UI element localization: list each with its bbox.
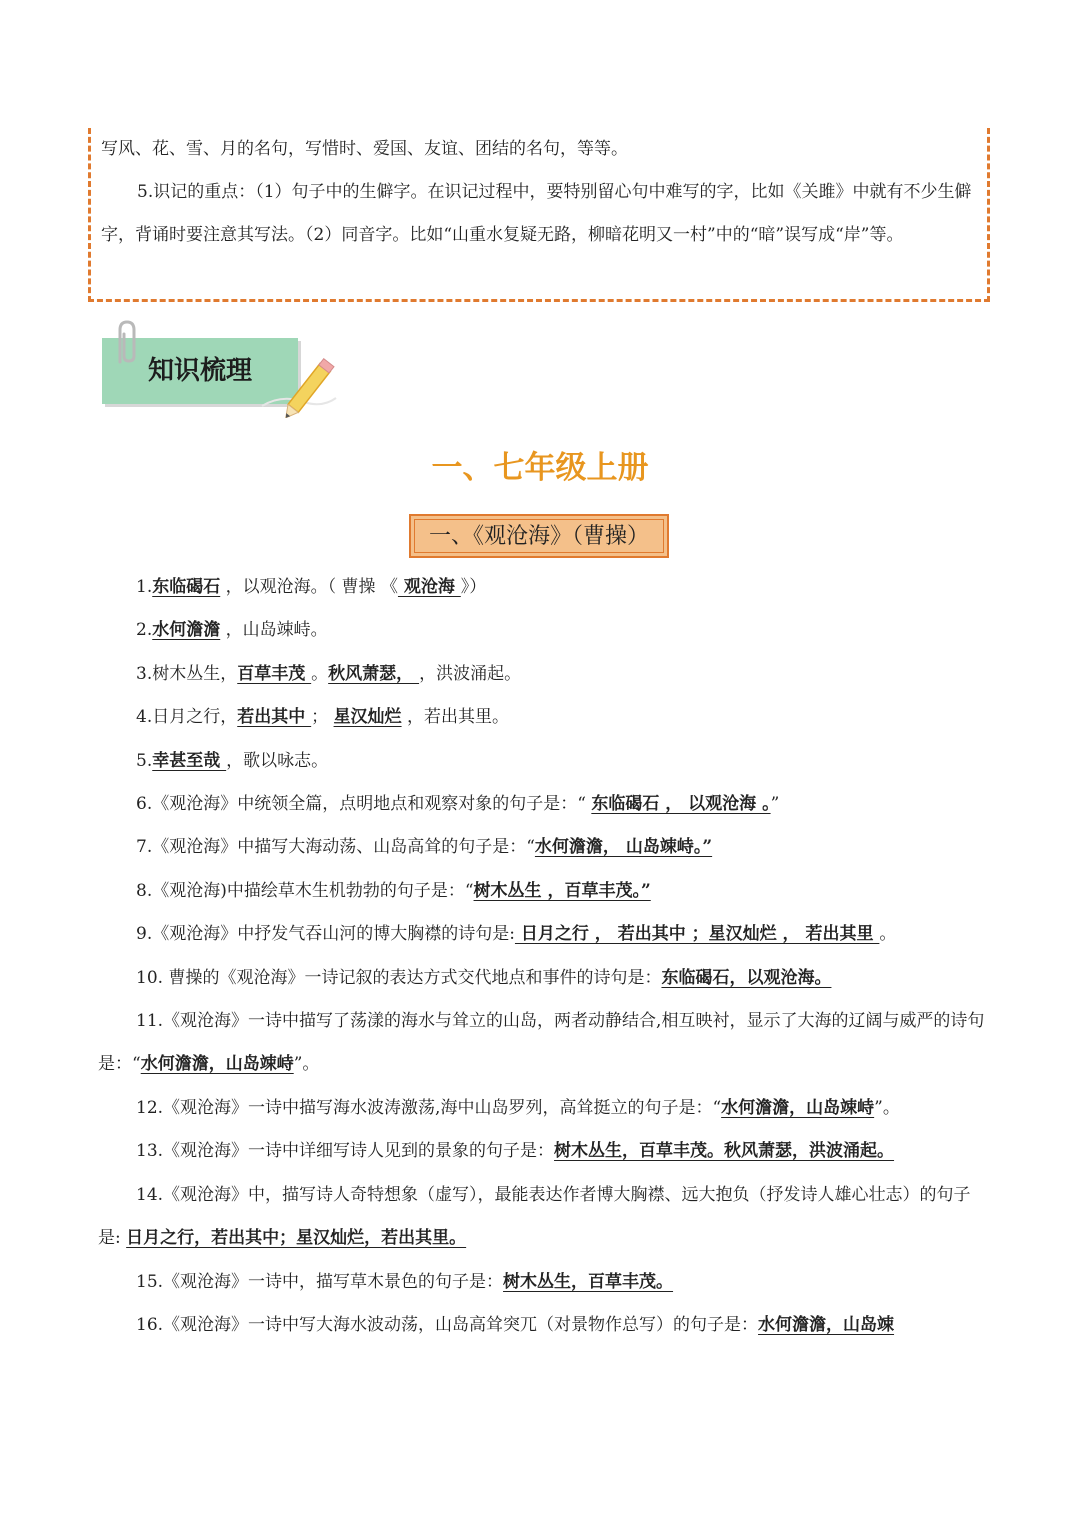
item-11: 11.《观沧海》一诗中描写了荡漾的海水与耸立的山岛，两者动静结合,相互映衬，显示了大海的辽阔与威严的诗句是：“水何澹澹，山岛竦峙”。 — [98, 1011, 985, 1075]
poem-title: 一、《观沧海》（曹操） — [414, 519, 664, 553]
item-10: 10. 曹操的《观沧海》一诗记叙的表达方式交代地点和事件的诗句是：东临碣石，以观沧海。 — [136, 967, 832, 988]
item-16: 16.《观沧海》一诗中写大海水波动荡，山岛高耸突兀（对景物作总写）的句子是：水何澹澹，山岛竦 — [136, 1314, 895, 1335]
items-list — [98, 566, 986, 1347]
knowledge-badge — [100, 318, 360, 418]
item-15: 15.《观沧海》一诗中，描写草木景色的句子是：树木丛生，百草丰茂。 — [136, 1271, 674, 1292]
item-6: 6.《观沧海》中统领全篇，点明地点和观察对象的句子是：“ 东临碣石 ， 以观沧海 。” — [136, 794, 780, 815]
item-3: 3.树木丛生，百草丰茂 。秋风萧瑟， ，洪波涌起。 — [136, 663, 522, 684]
item-8: 8.《观沧海)中描绘草木生机勃勃的句子是：“树木丛生 ，百草丰茂。” — [136, 880, 651, 901]
badge-label: 知识梳理 — [147, 356, 252, 386]
item-2: 2.水何澹澹 ，山岛竦峙。 — [136, 620, 328, 641]
notes-line-1: 写风、花、雪、月的名句，写惜时、爱国、友谊、团结的名句，等等。 — [101, 139, 628, 159]
item-4: 4.日月之行，若出其中 ； 星汉灿烂 ，若出其里。 — [136, 707, 509, 728]
item-13: 13.《观沧海》一诗中详细写诗人见到的景象的句子是：树木丛生，百草丰茂。秋风萧瑟，洪波涌起。 — [136, 1141, 895, 1162]
poem-title-box — [409, 514, 669, 558]
notes-point-5: 5.识记的重点：（1）句子中的生僻字。在识记过程中，要特别留心句中难写的字，比如《关雎》中就有不少生僻字，背诵时要注意其写法。（2）同音字。比如“山重水复疑无路，柳暗花明又一村”中的“暗”误写成“岸”等。 — [101, 182, 972, 245]
item-5: 5.幸甚至哉 ，歌以咏志。 — [136, 750, 329, 771]
pencil-icon — [252, 346, 352, 418]
item-14: 14.《观沧海》中，描写诗人奇特想象（虚写），最能表达作者博大胸襟、远大抱负（抒发诗人雄心壮志）的句子是: 日月之行，若出其中；星汉灿烂，若出其里。 — [98, 1184, 971, 1249]
notes-box — [88, 128, 990, 302]
item-7: 7.《观沧海》中描写大海动荡、山岛高耸的句子是：“水何澹澹， 山岛竦峙。” — [136, 837, 713, 858]
item-12: 12.《观沧海》一诗中描写海水波涛激荡,海中山岛罗列，高耸挺立的句子是：“水何澹澹，山岛竦峙”。 — [136, 1097, 900, 1118]
paperclip-icon — [110, 318, 144, 368]
item-1: 1.东临碣石 ，以观沧海。（ 曹操 《 观沧海 》） — [136, 577, 487, 597]
item-9: 9.《观沧海》中抒发气吞山河的博大胸襟的诗句是: 日月之行 ， 若出其中 ；星汉灿烂 ， 若出其里 。 — [136, 924, 897, 945]
section-title: 一、七年级上册 — [431, 450, 649, 486]
